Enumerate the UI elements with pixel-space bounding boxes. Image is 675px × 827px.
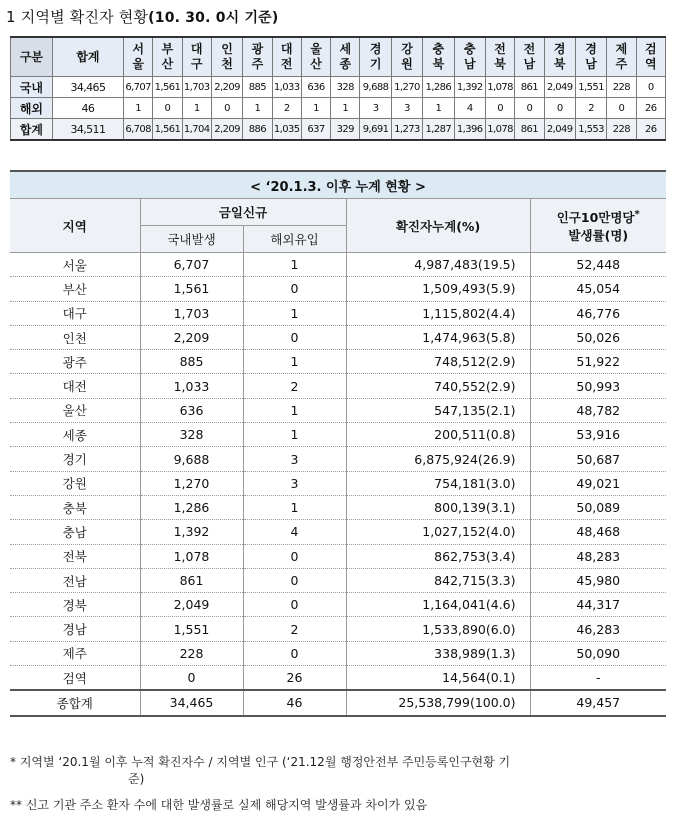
table-row bbox=[10, 641, 666, 665]
summary-value-cell: 0 bbox=[153, 98, 182, 119]
overseas-cell: 1 bbox=[243, 350, 346, 374]
summary-value-cell: 1,286 bbox=[423, 77, 454, 98]
summary-header-cell: 전 북 bbox=[485, 37, 514, 77]
summary-value-cell: 1,561 bbox=[153, 119, 182, 141]
overseas-cell: 0 bbox=[243, 641, 346, 665]
table-row bbox=[10, 398, 666, 422]
summary-value-cell: 1,035 bbox=[272, 119, 301, 141]
summary-header-cell: 강 원 bbox=[391, 37, 422, 77]
summary-value-cell: 1,287 bbox=[423, 119, 454, 141]
summary-value-cell: 1,392 bbox=[454, 77, 485, 98]
rate-cell: 48,468 bbox=[530, 520, 666, 544]
table-row bbox=[10, 301, 666, 325]
cumulative-cell: 1,509,493(5.9) bbox=[346, 277, 530, 301]
table-row bbox=[10, 325, 666, 349]
summary-value-cell: 636 bbox=[301, 77, 330, 98]
header-rate-mark: * bbox=[634, 208, 640, 220]
summary-value-cell: 328 bbox=[331, 77, 360, 98]
summary-value-cell: 1 bbox=[301, 98, 330, 119]
region-cell: 강원 bbox=[10, 471, 140, 495]
regional-summary-table bbox=[10, 36, 666, 141]
overseas-cell: 2 bbox=[243, 617, 346, 641]
overseas-cell: 4 bbox=[243, 520, 346, 544]
overseas-cell: 26 bbox=[243, 666, 346, 691]
overseas-cell: 3 bbox=[243, 471, 346, 495]
summary-row-total bbox=[11, 119, 666, 141]
header-cumulative: 확진자누계(%) bbox=[346, 199, 530, 253]
overseas-cell: 2 bbox=[243, 374, 346, 398]
table-row bbox=[10, 666, 666, 691]
summary-value-cell: 861 bbox=[515, 77, 544, 98]
rate-cell: 45,054 bbox=[530, 277, 666, 301]
cumulative-cell: 862,753(3.4) bbox=[346, 544, 530, 568]
summary-row-domestic bbox=[11, 77, 666, 98]
rate-cell: 53,916 bbox=[530, 423, 666, 447]
summary-value-cell: 1,703 bbox=[182, 77, 211, 98]
region-cell: 충북 bbox=[10, 495, 140, 519]
cumulative-cell: 14,564(0.1) bbox=[346, 666, 530, 691]
table-row bbox=[10, 544, 666, 568]
rate-cell: 52,448 bbox=[530, 253, 666, 277]
summary-value-cell: 1,033 bbox=[272, 77, 301, 98]
header-overseas: 해외유입 bbox=[243, 226, 346, 253]
table-row bbox=[10, 447, 666, 471]
summary-value-cell: 3 bbox=[391, 98, 422, 119]
total-overseas: 46 bbox=[243, 690, 346, 715]
overseas-cell: 1 bbox=[243, 495, 346, 519]
cumulative-total-row bbox=[10, 690, 666, 715]
cumulative-cell: 1,164,041(4.6) bbox=[346, 593, 530, 617]
cumulative-cell: 200,511(0.8) bbox=[346, 423, 530, 447]
rate-cell: 51,922 bbox=[530, 350, 666, 374]
rate-cell: 48,283 bbox=[530, 544, 666, 568]
cumulative-cell: 800,139(3.1) bbox=[346, 495, 530, 519]
domestic-cell: 861 bbox=[140, 568, 243, 592]
cumulative-cell: 338,989(1.3) bbox=[346, 641, 530, 665]
rate-cell: 48,782 bbox=[530, 398, 666, 422]
summary-value-cell: 1,551 bbox=[575, 77, 606, 98]
summary-row-overseas bbox=[11, 98, 666, 119]
summary-value-cell: 1,078 bbox=[485, 77, 514, 98]
total-region: 종합계 bbox=[10, 690, 140, 715]
domestic-cell: 1,270 bbox=[140, 471, 243, 495]
summary-value-cell: 0 bbox=[607, 98, 636, 119]
summary-value-cell: 1 bbox=[243, 98, 272, 119]
rate-cell: 50,687 bbox=[530, 447, 666, 471]
footnote-1 bbox=[10, 754, 510, 788]
summary-header-cell: 인 천 bbox=[211, 37, 242, 77]
summary-header-cell: 광 주 bbox=[243, 37, 272, 77]
summary-value-cell: 0 bbox=[515, 98, 544, 119]
summary-value-cell: 228 bbox=[607, 119, 636, 141]
table-row bbox=[10, 593, 666, 617]
summary-header-cell: 충 남 bbox=[454, 37, 485, 77]
summary-value-cell: 2,209 bbox=[211, 77, 242, 98]
summary-header-row bbox=[11, 37, 666, 77]
summary-value-cell: 4 bbox=[454, 98, 485, 119]
summary-value-cell: 34,511 bbox=[52, 119, 123, 141]
header-rate-line1: 인구10만명당 bbox=[556, 210, 635, 226]
region-cell: 세종 bbox=[10, 423, 140, 447]
cumulative-caption-row bbox=[10, 171, 666, 199]
header-rate bbox=[530, 199, 666, 253]
domestic-cell: 2,049 bbox=[140, 593, 243, 617]
cumulative-body bbox=[10, 253, 666, 691]
region-cell: 인천 bbox=[10, 325, 140, 349]
cumulative-cell: 1,115,802(4.4) bbox=[346, 301, 530, 325]
region-cell: 대전 bbox=[10, 374, 140, 398]
summary-value-cell: 1 bbox=[331, 98, 360, 119]
summary-value-cell: 228 bbox=[607, 77, 636, 98]
summary-value-cell: 885 bbox=[243, 77, 272, 98]
rate-cell: 46,776 bbox=[530, 301, 666, 325]
summary-value-cell: 46 bbox=[52, 98, 123, 119]
summary-value-cell: 1,396 bbox=[454, 119, 485, 141]
rate-cell: 50,993 bbox=[530, 374, 666, 398]
summary-value-cell: 2,209 bbox=[211, 119, 242, 141]
overseas-cell: 3 bbox=[243, 447, 346, 471]
region-cell: 대구 bbox=[10, 301, 140, 325]
cumulative-cell: 6,875,924(26.9) bbox=[346, 447, 530, 471]
region-cell: 울산 bbox=[10, 398, 140, 422]
summary-value-cell: 1,553 bbox=[575, 119, 606, 141]
total-domestic: 34,465 bbox=[140, 690, 243, 715]
summary-value-cell: 26 bbox=[636, 98, 665, 119]
summary-header-cell: 합계 bbox=[52, 37, 123, 77]
summary-value-cell: 1,561 bbox=[153, 77, 182, 98]
region-cell: 검역 bbox=[10, 666, 140, 691]
rate-cell: 49,021 bbox=[530, 471, 666, 495]
summary-value-cell: 1,078 bbox=[485, 119, 514, 141]
cumulative-cell: 842,715(3.3) bbox=[346, 568, 530, 592]
domestic-cell: 9,688 bbox=[140, 447, 243, 471]
summary-value-cell: 9,691 bbox=[360, 119, 391, 141]
summary-value-cell: 3 bbox=[360, 98, 391, 119]
summary-header-cell: 대 구 bbox=[182, 37, 211, 77]
summary-value-cell: 2 bbox=[575, 98, 606, 119]
summary-value-cell: 861 bbox=[515, 119, 544, 141]
total-cumulative: 25,538,799(100.0) bbox=[346, 690, 530, 715]
domestic-cell: 1,033 bbox=[140, 374, 243, 398]
summary-header-cell: 부 산 bbox=[153, 37, 182, 77]
summary-value-cell: 1,270 bbox=[391, 77, 422, 98]
region-cell: 전남 bbox=[10, 568, 140, 592]
overseas-cell: 1 bbox=[243, 423, 346, 447]
footnote-2: ** 신고 기관 주소 환자 수에 대한 발생률로 실제 해당지역 발생률과 차이가 있음 bbox=[10, 798, 428, 812]
summary-value-cell: 26 bbox=[636, 119, 665, 141]
summary-value-cell: 0 bbox=[636, 77, 665, 98]
cumulative-cell: 1,027,152(4.0) bbox=[346, 520, 530, 544]
summary-header-cell: 충 북 bbox=[423, 37, 454, 77]
region-cell: 제주 bbox=[10, 641, 140, 665]
summary-header-cell: 경 기 bbox=[360, 37, 391, 77]
domestic-cell: 1,078 bbox=[140, 544, 243, 568]
title-prefix: 1 지역별 확진자 현황 bbox=[6, 8, 149, 26]
summary-value-cell: 329 bbox=[331, 119, 360, 141]
summary-row-label: 국내 bbox=[11, 77, 53, 98]
footnote-1-line1: * 지역별 ‘20.1월 이후 누적 확진자수 / 지역별 인구 (‘21.12월 행정안전부 주민등록인구현황 기 bbox=[10, 755, 511, 769]
summary-value-cell: 0 bbox=[485, 98, 514, 119]
domestic-cell: 228 bbox=[140, 641, 243, 665]
region-cell: 경남 bbox=[10, 617, 140, 641]
header-domestic: 국내발생 bbox=[140, 226, 243, 253]
summary-value-cell: 2 bbox=[272, 98, 301, 119]
overseas-cell: 1 bbox=[243, 398, 346, 422]
table-row bbox=[10, 617, 666, 641]
rate-cell: 50,089 bbox=[530, 495, 666, 519]
summary-header-cell: 제 주 bbox=[607, 37, 636, 77]
region-cell: 경기 bbox=[10, 447, 140, 471]
cumulative-cell: 4,987,483(19.5) bbox=[346, 253, 530, 277]
summary-header-cell: 전 남 bbox=[515, 37, 544, 77]
rate-cell: 50,090 bbox=[530, 641, 666, 665]
cumulative-cell: 547,135(2.1) bbox=[346, 398, 530, 422]
region-cell: 충남 bbox=[10, 520, 140, 544]
header-new-today: 금일신규 bbox=[140, 199, 346, 226]
summary-row-label: 합계 bbox=[11, 119, 53, 141]
cumulative-cell: 1,474,963(5.8) bbox=[346, 325, 530, 349]
overseas-cell: 1 bbox=[243, 253, 346, 277]
summary-value-cell: 2,049 bbox=[544, 119, 575, 141]
header-region: 지역 bbox=[10, 199, 140, 253]
domestic-cell: 1,392 bbox=[140, 520, 243, 544]
footnote-1-line2: 준) bbox=[128, 772, 145, 786]
summary-header-cell: 대 전 bbox=[272, 37, 301, 77]
table-row bbox=[10, 520, 666, 544]
summary-value-cell: 886 bbox=[243, 119, 272, 141]
overseas-cell: 0 bbox=[243, 593, 346, 617]
domestic-cell: 0 bbox=[140, 666, 243, 691]
rate-cell: 45,980 bbox=[530, 568, 666, 592]
region-cell: 전북 bbox=[10, 544, 140, 568]
summary-header-cell: 경 북 bbox=[544, 37, 575, 77]
summary-value-cell: 6,708 bbox=[123, 119, 152, 141]
summary-header-cell: 서 울 bbox=[123, 37, 152, 77]
summary-value-cell: 0 bbox=[211, 98, 242, 119]
domestic-cell: 2,209 bbox=[140, 325, 243, 349]
page-title bbox=[6, 6, 279, 27]
overseas-cell: 0 bbox=[243, 277, 346, 301]
rate-cell: 44,317 bbox=[530, 593, 666, 617]
domestic-cell: 328 bbox=[140, 423, 243, 447]
table-row bbox=[10, 350, 666, 374]
title-date: (10. 30. 0시 기준) bbox=[148, 10, 279, 26]
cumulative-header-row-1 bbox=[10, 199, 666, 226]
cumulative-caption: < ‘20.1.3. 이후 누계 현황 > bbox=[10, 171, 666, 199]
table-row bbox=[10, 495, 666, 519]
summary-value-cell: 9,688 bbox=[360, 77, 391, 98]
cumulative-table bbox=[10, 170, 666, 717]
domestic-cell: 636 bbox=[140, 398, 243, 422]
table-row bbox=[10, 374, 666, 398]
cumulative-cell: 740,552(2.9) bbox=[346, 374, 530, 398]
cumulative-cell: 754,181(3.0) bbox=[346, 471, 530, 495]
overseas-cell: 0 bbox=[243, 325, 346, 349]
header-rate-line2: 발생률(명) bbox=[568, 228, 629, 244]
domestic-cell: 1,551 bbox=[140, 617, 243, 641]
domestic-cell: 1,561 bbox=[140, 277, 243, 301]
domestic-cell: 6,707 bbox=[140, 253, 243, 277]
overseas-cell: 0 bbox=[243, 568, 346, 592]
summary-value-cell: 0 bbox=[544, 98, 575, 119]
rate-cell: - bbox=[530, 666, 666, 691]
summary-row-label: 해외 bbox=[11, 98, 53, 119]
summary-header-cell: 구분 bbox=[11, 37, 53, 77]
summary-header-cell: 세 종 bbox=[331, 37, 360, 77]
summary-header-cell: 울 산 bbox=[301, 37, 330, 77]
summary-value-cell: 1 bbox=[182, 98, 211, 119]
summary-value-cell: 2,049 bbox=[544, 77, 575, 98]
summary-header-cell: 경 남 bbox=[575, 37, 606, 77]
region-cell: 부산 bbox=[10, 277, 140, 301]
table-row bbox=[10, 568, 666, 592]
domestic-cell: 1,703 bbox=[140, 301, 243, 325]
domestic-cell: 1,286 bbox=[140, 495, 243, 519]
total-rate: 49,457 bbox=[530, 690, 666, 715]
overseas-cell: 1 bbox=[243, 301, 346, 325]
rate-cell: 46,283 bbox=[530, 617, 666, 641]
region-cell: 경북 bbox=[10, 593, 140, 617]
summary-value-cell: 1 bbox=[423, 98, 454, 119]
summary-value-cell: 1,704 bbox=[182, 119, 211, 141]
cumulative-cell: 748,512(2.9) bbox=[346, 350, 530, 374]
region-cell: 서울 bbox=[10, 253, 140, 277]
summary-value-cell: 637 bbox=[301, 119, 330, 141]
rate-cell: 50,026 bbox=[530, 325, 666, 349]
domestic-cell: 885 bbox=[140, 350, 243, 374]
summary-value-cell: 6,707 bbox=[123, 77, 152, 98]
summary-header-cell: 검 역 bbox=[636, 37, 665, 77]
table-row bbox=[10, 277, 666, 301]
overseas-cell: 0 bbox=[243, 544, 346, 568]
summary-value-cell: 34,465 bbox=[52, 77, 123, 98]
table-row bbox=[10, 471, 666, 495]
summary-value-cell: 1 bbox=[123, 98, 152, 119]
summary-value-cell: 1,273 bbox=[391, 119, 422, 141]
table-row bbox=[10, 423, 666, 447]
cumulative-cell: 1,533,890(6.0) bbox=[346, 617, 530, 641]
table-row bbox=[10, 253, 666, 277]
region-cell: 광주 bbox=[10, 350, 140, 374]
